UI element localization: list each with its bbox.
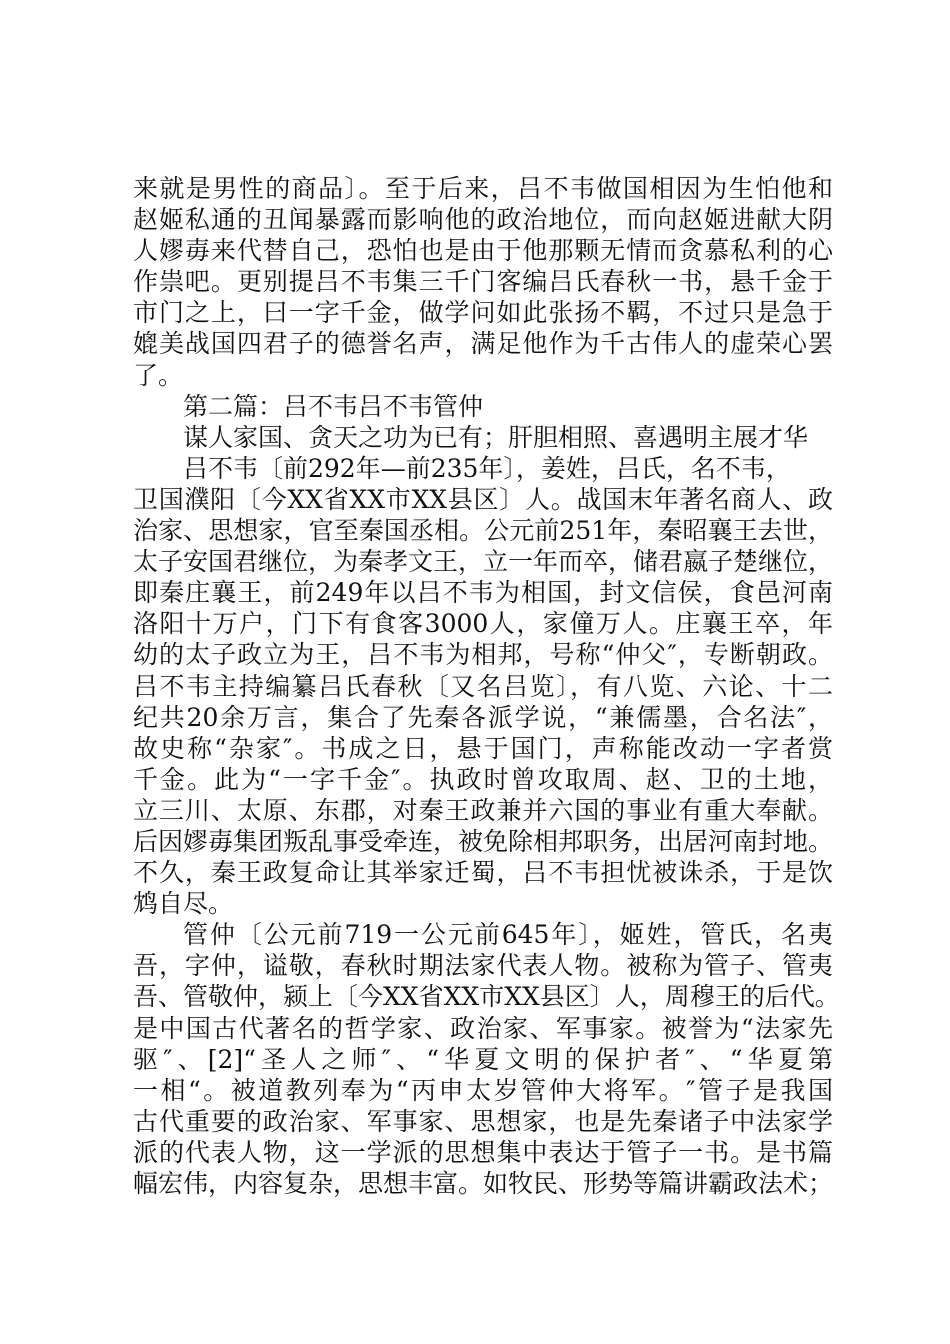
text-line: 鸩自尽。 [133, 889, 234, 919]
section-subtitle: 谋人家国、贪天之功为已有；肝胆相照、喜遇明主展才华 [183, 422, 809, 452]
text-line: 人嫪毐来代替自己，恐怕也是由于他那颗无情而贪慕私利的心 [133, 236, 833, 266]
text-line: 幅宏伟，内容复杂，思想丰富。如牧民、形势等篇讲霸政法术； [133, 1169, 834, 1198]
text-line: 故史称“杂家″。书成之日，悬于国门，声称能改动一字者赏 [133, 733, 833, 763]
text-line: 驱″、[2]“圣人之师″、“华夏文明的保护者″、“华夏第 [133, 1044, 833, 1074]
text-line: 管仲〔公元前719一公元前645年〕，姬姓，管氏，名夷 [183, 920, 833, 950]
text-line: 不久，秦王政复命让其举家迁蜀，吕不韦担忧被诛杀，于是饮 [133, 858, 833, 888]
section-heading: 第二篇：吕不韦吕不韦管仲 [183, 391, 484, 421]
text-line: 是中国古代著名的哲学家、政治家、军事家。被誉为“法家先 [133, 1013, 833, 1043]
text-line: 纪共20余万言，集合了先秦各派学说，“兼儒墨，合名法″， [133, 702, 833, 732]
text-line: 作祟吧。更别提吕不韦集三千门客编吕氏春秋一书，悬千金于 [133, 267, 833, 297]
text-line: 即秦庄襄王，前249年以吕不韦为相国，封文信侯，食邑河南 [133, 578, 833, 608]
text-line: 赵姬私通的丑闻暴露而影响他的政治地位，而向赵姬进献大阴 [133, 205, 833, 235]
text-line: 一相“。被道教列奉为“丙申太岁管仲大将军。″管子是我国 [133, 1075, 833, 1105]
text-line: 来就是男性的商品〕。至于后来，吕不韦做国相因为生怕他和 [133, 174, 833, 203]
document-body [133, 173, 840, 1199]
text-line: 治家、思想家，官至秦国丞相。公元前251年，秦昭襄王去世， [133, 516, 833, 546]
text-line: 吕不韦主持编纂吕氏春秋〔又名吕览〕，有八览、六论、十二 [133, 671, 833, 701]
text-line: 后因嫪毐集团叛乱事受牵连，被免除相邦职务，出居河南封地。 [133, 826, 834, 856]
text-line: 洛阳十万户，门下有食客3000人，家僮万人。庄襄王卒，年 [133, 609, 833, 639]
text-line: 太子安国君继位，为秦孝文王，立一年而卒，储君嬴子楚继位， [133, 547, 834, 577]
text-line: 立三川、太原、东郡，对秦王政兼并六国的事业有重大奉献。 [133, 795, 833, 825]
text-line: 吾，字仲，谥敬，春秋时期法家代表人物。被称为管子、管夷 [133, 951, 833, 981]
text-line: 古代重要的政治家、军事家、思想家，也是先秦诸子中法家学 [133, 1106, 833, 1136]
text-line: 了。 [133, 360, 184, 390]
text-line: 媲美战国四君子的德誉名声，满足他作为千古伟人的虚荣心罢 [133, 329, 833, 359]
text-line: 派的代表人物，这一学派的思想集中表达于管子一书。是书篇 [133, 1137, 833, 1167]
text-line: 幼的太子政立为王，吕不韦为相邦，号称“仲父″，专断朝政。 [133, 640, 833, 670]
text-line: 市门之上，曰一字千金，做学问如此张扬不羁，不过只是急于 [133, 298, 833, 328]
text-line: 吾、管敬仲，颍上〔今XX省XX市XX县区〕人，周穆王的后代。 [133, 982, 840, 1012]
text-line: 卫国濮阳〔今XX省XX市XX县区〕人。战国末年著名商人、政 [133, 484, 833, 514]
text-line: 吕不韦〔前292年—前235年〕，姜姓，吕氏，名不韦， [183, 453, 791, 483]
text-line: 千金。此为“一字千金″。执政时曾攻取周、赵、卫的土地， [133, 764, 833, 794]
